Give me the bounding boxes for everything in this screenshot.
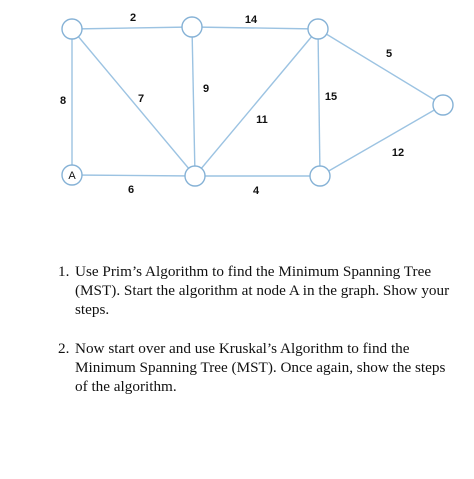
node-n3 bbox=[308, 19, 328, 39]
edge-weight-A-n5: 6 bbox=[127, 183, 135, 196]
edge-weight-n1-n2: 2 bbox=[129, 11, 137, 24]
edge-n2-n5 bbox=[192, 27, 195, 176]
node-label-A: A bbox=[68, 169, 76, 182]
question-1 bbox=[58, 262, 458, 319]
edge-weight-n1-A: 8 bbox=[59, 94, 67, 107]
question-1-number: 1. bbox=[58, 263, 70, 280]
node-n4 bbox=[433, 95, 453, 115]
question-2 bbox=[58, 339, 458, 396]
node-n1 bbox=[62, 19, 82, 39]
node-n2 bbox=[182, 17, 202, 37]
node-n6 bbox=[310, 166, 330, 186]
edge-n6-n4 bbox=[320, 105, 443, 176]
question-2-text: Now start over and use Kruskal’s Algorithm to find the Minimum Spanning Tree (MST). Once again, show the steps of the algorithm. bbox=[75, 340, 446, 395]
edge-weight-n6-n4: 12 bbox=[391, 146, 405, 159]
edge-weight-n2-n3: 14 bbox=[244, 13, 258, 26]
edge-weight-n3-n6: 15 bbox=[324, 90, 338, 103]
edge-weight-n5-n6: 4 bbox=[252, 184, 260, 197]
node-n5 bbox=[185, 166, 205, 186]
graph-diagram bbox=[0, 0, 474, 210]
edge-weight-n1-n5: 7 bbox=[137, 92, 145, 105]
edge-weight-n3-n5: 11 bbox=[256, 113, 268, 126]
edge-n3-n6 bbox=[318, 29, 320, 176]
labels-layer bbox=[60, 12, 404, 197]
question-1-text: Use Prim’s Algorithm to find the Minimum Spanning Tree (MST). Start the algorithm at node A in the graph. Show your steps. bbox=[75, 263, 450, 318]
questions-list bbox=[58, 262, 458, 396]
edge-n1-n2 bbox=[72, 27, 192, 29]
edge-n2-n3 bbox=[192, 27, 318, 29]
edge-n1-n5 bbox=[72, 29, 195, 176]
edge-A-n5 bbox=[72, 175, 195, 176]
edge-n3-n5 bbox=[195, 29, 318, 176]
edge-weight-n3-n4: 5 bbox=[385, 47, 393, 60]
edge-weight-n2-n5: 9 bbox=[202, 82, 210, 95]
question-2-number: 2. bbox=[58, 340, 70, 357]
